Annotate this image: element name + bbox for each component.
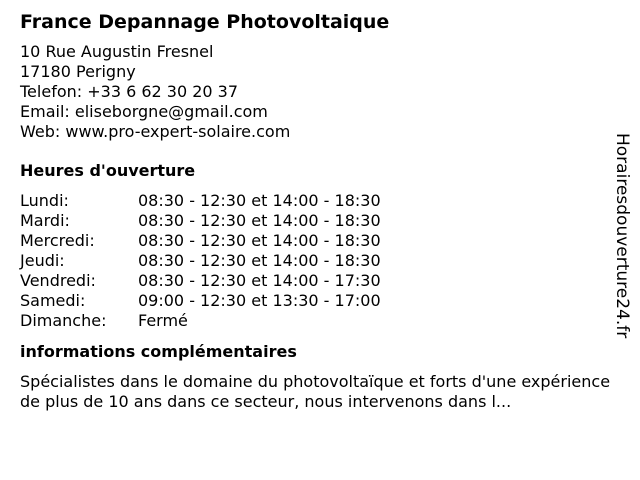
- hours-row-sunday: [20, 311, 381, 331]
- day-hours: 08:30 - 12:30 et 14:00 - 18:30: [138, 231, 381, 250]
- additional-info-title: informations complémentaires: [20, 342, 297, 361]
- day-label: Dimanche:: [20, 311, 107, 330]
- hours-row-tuesday: [20, 211, 381, 231]
- company-name: France Depannage Photovoltaique: [20, 11, 390, 33]
- address-street: 10 Rue Augustin Fresnel: [20, 42, 214, 61]
- opening-hours-table: [20, 191, 381, 331]
- hours-row-monday: [20, 191, 381, 211]
- day-label: Samedi:: [20, 291, 86, 310]
- hours-row-thursday: [20, 251, 381, 271]
- email-address: Email: eliseborgne@gmail.com: [20, 102, 268, 121]
- day-hours: 09:00 - 12:30 et 13:30 - 17:00: [138, 291, 381, 310]
- contact-block: [20, 42, 640, 142]
- address-city: 17180 Perigny: [20, 62, 136, 81]
- day-label: Mercredi:: [20, 231, 95, 250]
- hours-row-saturday: [20, 291, 381, 311]
- day-hours: 08:30 - 12:30 et 14:00 - 17:30: [138, 271, 381, 290]
- site-watermark: Horairesdouverture24.fr: [612, 133, 632, 339]
- business-description: Spécialistes dans le domaine du photovoltaïque et forts d'une expérience de plus de 10 ans dans ce secteur, nous intervenons dans l...: [20, 372, 611, 411]
- day-hours: 08:30 - 12:30 et 14:00 - 18:30: [138, 191, 381, 210]
- website-address: Web: www.pro-expert-solaire.com: [20, 122, 291, 141]
- day-hours: Fermé: [138, 311, 188, 330]
- day-label: Mardi:: [20, 211, 70, 230]
- day-label: Jeudi:: [20, 251, 65, 270]
- hours-row-wednesday: [20, 231, 381, 251]
- day-label: Lundi:: [20, 191, 69, 210]
- day-hours: 08:30 - 12:30 et 14:00 - 18:30: [138, 211, 381, 230]
- phone-number: Telefon: +33 6 62 30 20 37: [20, 82, 239, 101]
- day-label: Vendredi:: [20, 271, 96, 290]
- day-hours: 08:30 - 12:30 et 14:00 - 18:30: [138, 251, 381, 270]
- opening-hours-title: Heures d'ouverture: [20, 161, 196, 180]
- hours-row-friday: [20, 271, 381, 291]
